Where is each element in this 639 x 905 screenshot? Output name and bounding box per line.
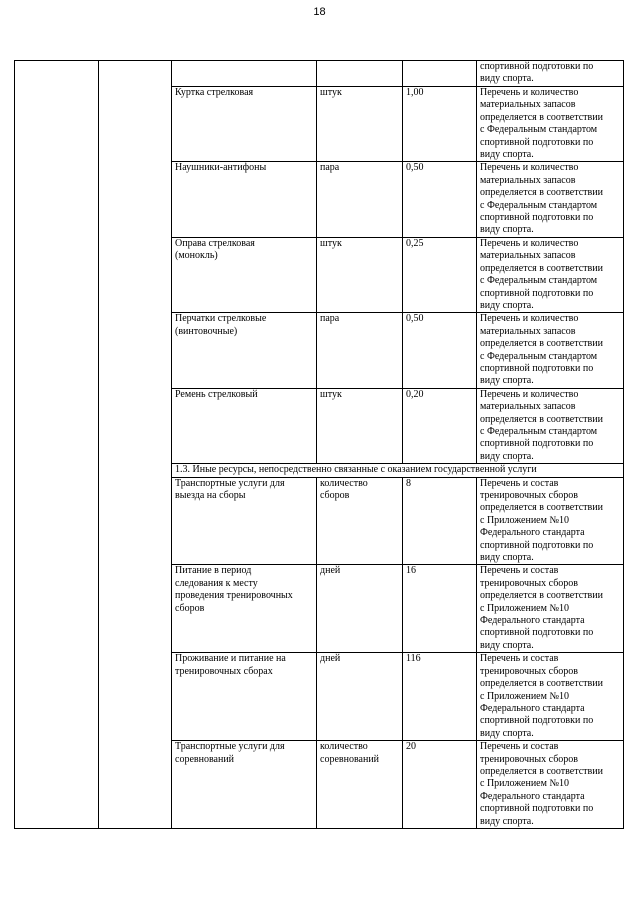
- note-cell: Перечень и количество материальных запасов определяется в соответствии с Федеральным стандартом спортивной подготовки по виду спорта.: [477, 237, 624, 312]
- unit-cell: штук: [317, 237, 403, 312]
- note-cell: спортивной подготовки по виду спорта.: [477, 61, 624, 87]
- note-cell: Перечень и количество материальных запасов определяется в соответствии с Федеральным стандартом спортивной подготовки по виду спорта.: [477, 87, 624, 162]
- note-cell: Перечень и количество материальных запасов определяется в соответствии с Федеральным стандартом спортивной подготовки по виду спорта.: [477, 313, 624, 388]
- name-cell: Транспортные услуги для соревнований: [172, 741, 317, 829]
- qty-cell: 1,00: [403, 87, 477, 162]
- qty-cell: 20: [403, 741, 477, 829]
- note-cell: Перечень и количество материальных запасов определяется в соответствии с Федеральным стандартом спортивной подготовки по виду спорта.: [477, 162, 624, 237]
- name-cell: Питание в период следования к месту проведения тренировочных сборов: [172, 565, 317, 653]
- name-cell: Наушники-антифоны: [172, 162, 317, 237]
- note-cell: Перечень и состав тренировочных сборов определяется в соответствии с Приложением №10 Федерального стандарта спортивной подготовки по виду спорта.: [477, 565, 624, 653]
- unit-cell: [317, 61, 403, 87]
- section-heading: 1.3. Иные ресурсы, непосредственно связанные с оказанием государственной услуги: [172, 464, 624, 477]
- page-number: 18: [313, 6, 326, 18]
- unit-cell: дней: [317, 653, 403, 741]
- name-cell: Перчатки стрелковые (винтовочные): [172, 313, 317, 388]
- qty-cell: 0,50: [403, 313, 477, 388]
- unit-cell: дней: [317, 565, 403, 653]
- name-cell: Куртка стрелковая: [172, 87, 317, 162]
- resources-table: [14, 60, 624, 829]
- note-cell: Перечень и состав тренировочных сборов определяется в соответствии с Приложением №10 Федерального стандарта спортивной подготовки по виду спорта.: [477, 653, 624, 741]
- name-cell: Транспортные услуги для выезда на сборы: [172, 477, 317, 565]
- name-cell: [172, 61, 317, 87]
- note-cell: Перечень и количество материальных запасов определяется в соответствии с Федеральным стандартом спортивной подготовки по виду спорта.: [477, 388, 624, 463]
- table-row: [15, 61, 624, 87]
- name-cell: Ремень стрелковый: [172, 388, 317, 463]
- unit-cell: пара: [317, 162, 403, 237]
- qty-cell: 16: [403, 565, 477, 653]
- qty-cell: 116: [403, 653, 477, 741]
- unit-cell: штук: [317, 388, 403, 463]
- unit-cell: количество соревнований: [317, 741, 403, 829]
- note-cell: Перечень и состав тренировочных сборов определяется в соответствии с Приложением №10 Федерального стандарта спортивной подготовки по виду спорта.: [477, 741, 624, 829]
- unit-cell: штук: [317, 87, 403, 162]
- merged-left-cell-1: [15, 61, 99, 829]
- qty-cell: 8: [403, 477, 477, 565]
- merged-left-cell-2: [99, 61, 172, 829]
- unit-cell: пара: [317, 313, 403, 388]
- qty-cell: 0,20: [403, 388, 477, 463]
- qty-cell: 0,25: [403, 237, 477, 312]
- name-cell: Оправа стрелковая (монокль): [172, 237, 317, 312]
- qty-cell: [403, 61, 477, 87]
- qty-cell: 0,50: [403, 162, 477, 237]
- note-cell: Перечень и состав тренировочных сборов определяется в соответствии с Приложением №10 Федерального стандарта спортивной подготовки по виду спорта.: [477, 477, 624, 565]
- unit-cell: количество сборов: [317, 477, 403, 565]
- name-cell: Проживание и питание на тренировочных сборах: [172, 653, 317, 741]
